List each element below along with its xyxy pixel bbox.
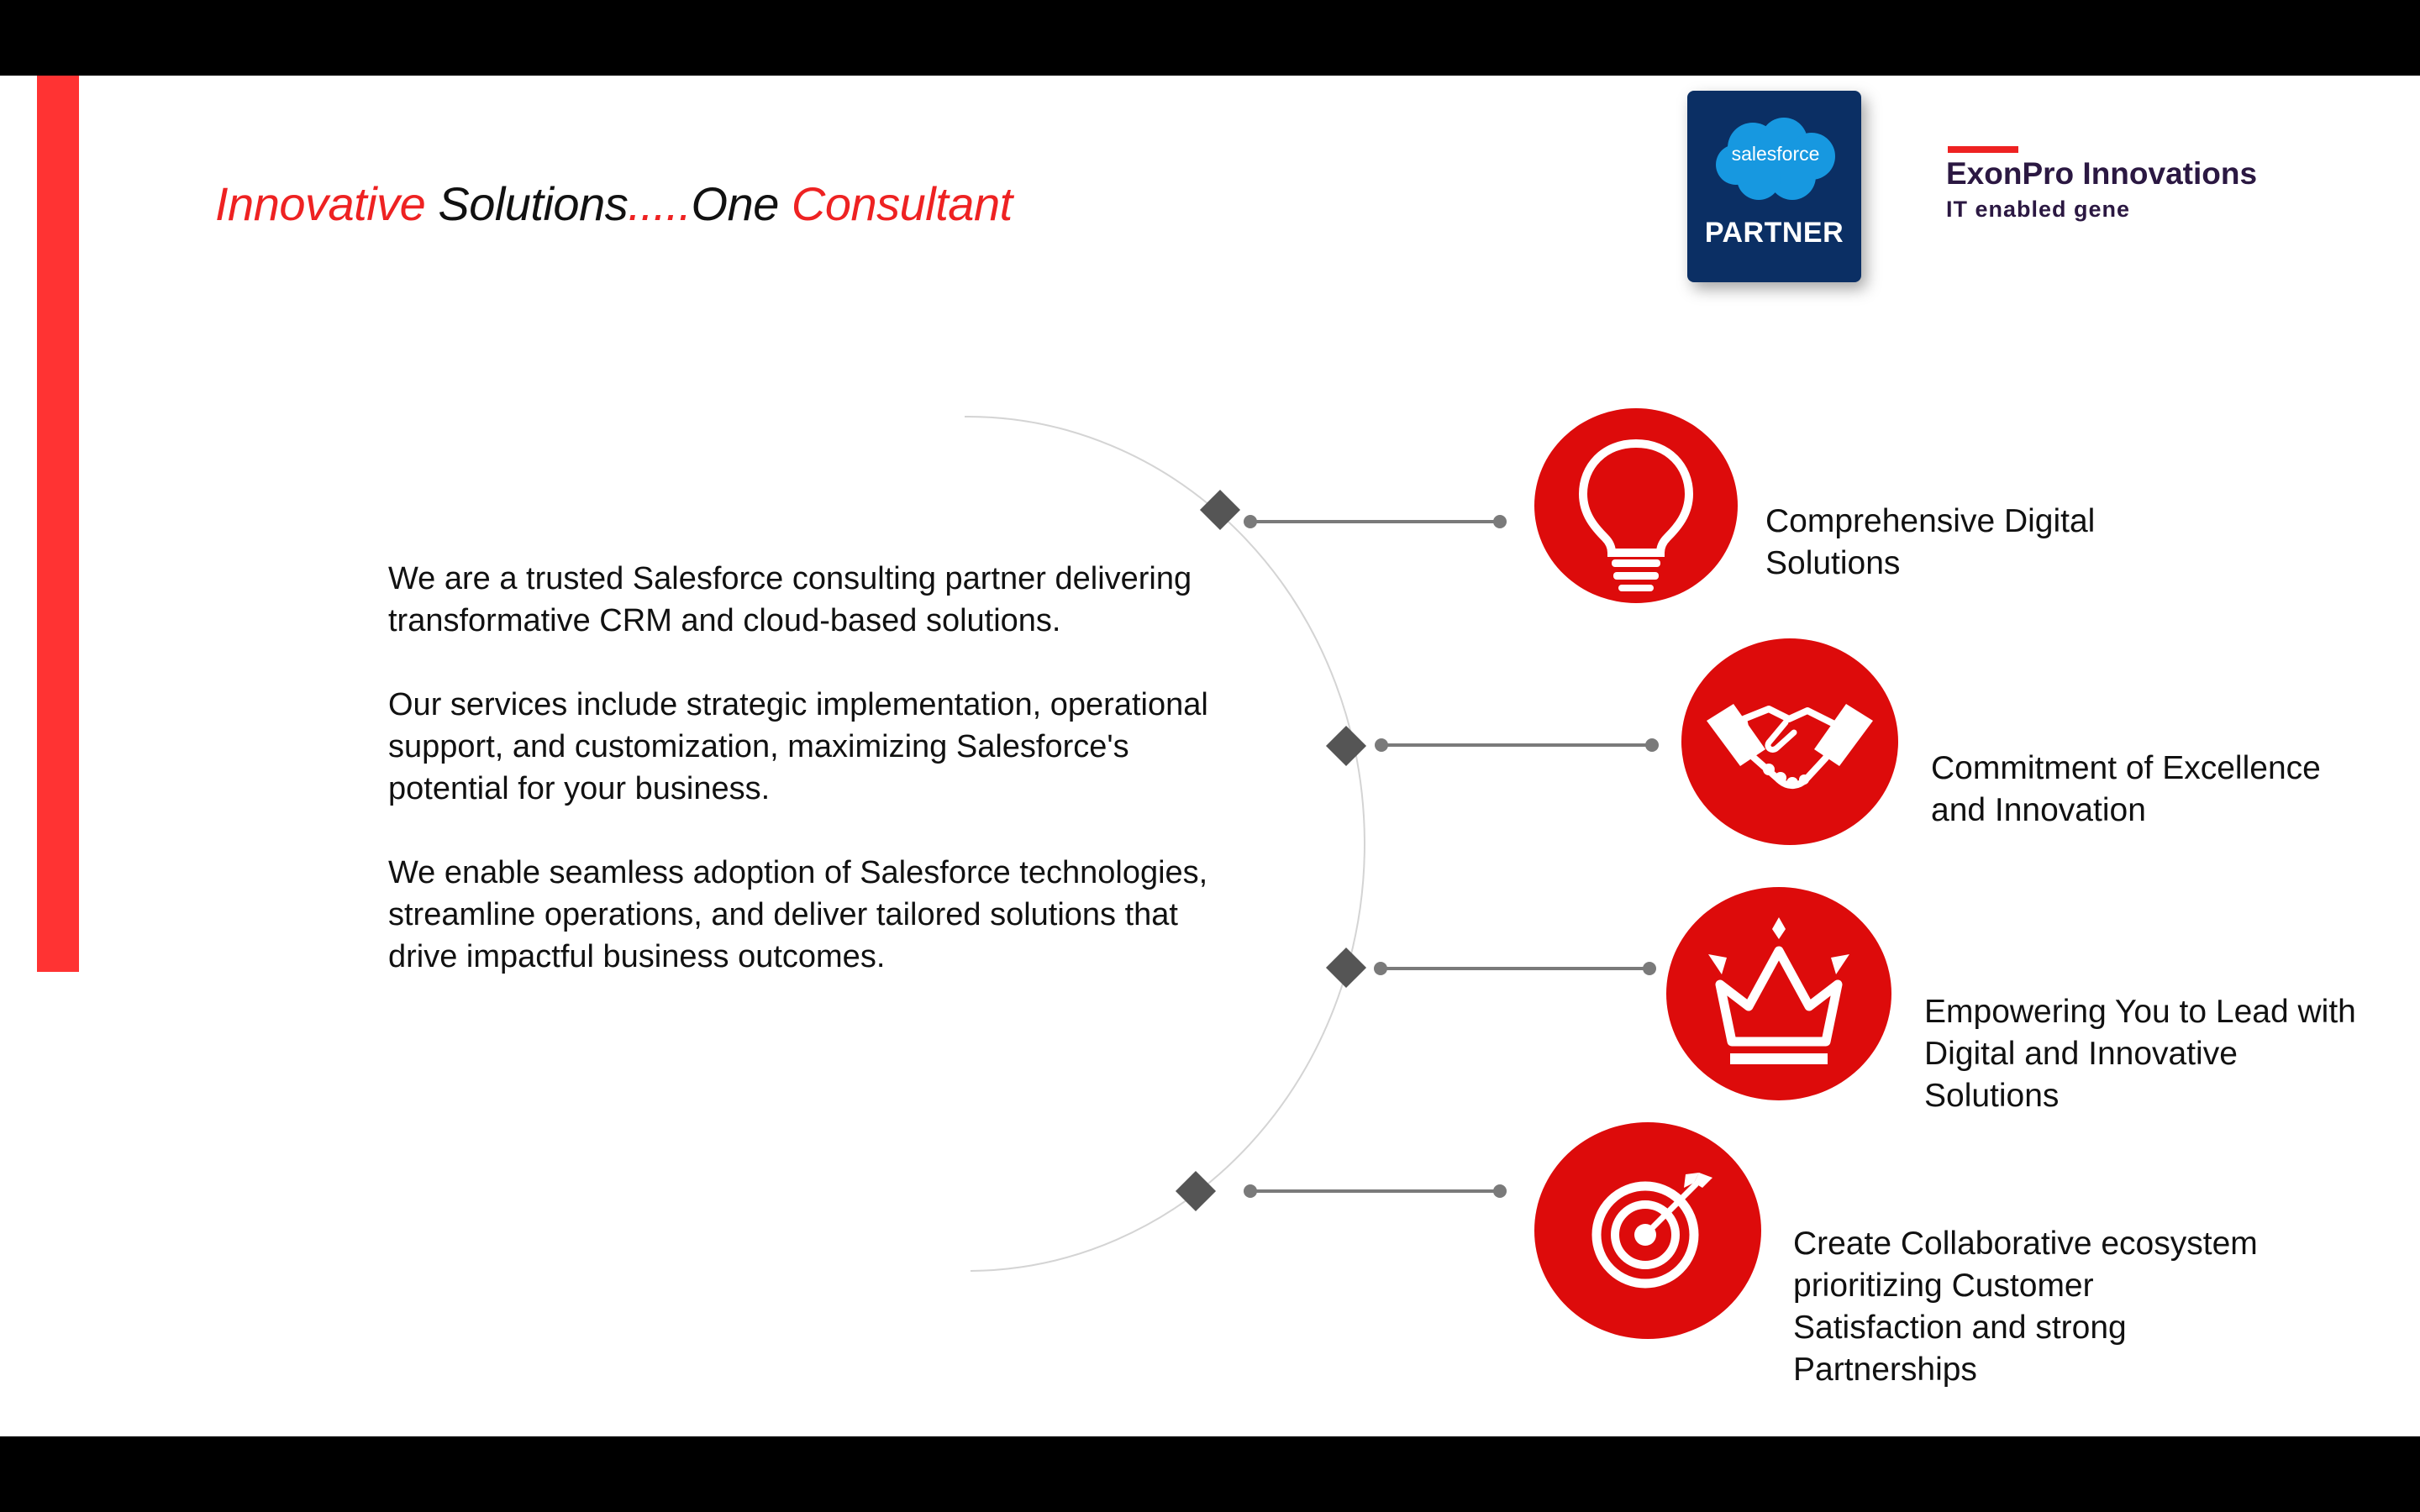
connector-4 [1176,1171,1507,1211]
feature-line: Solutions [1924,1078,2060,1114]
feature-line: Digital and Innovative [1924,1036,2238,1072]
title-part: One [691,177,792,230]
feature-circle-4 [1534,1122,1761,1339]
company-name: ExonPro Innovations [1946,156,2258,191]
title-part: Consultant [791,177,1013,230]
feature-text-2 [1931,748,2321,832]
slide [0,76,2420,1436]
target-icon [1534,1122,1761,1339]
feature-text-1 [1765,501,2095,585]
adoption-paragraph: We enable seamless adoption of Salesforce technologies, streamline operations, and deliver tailored solutions that drive impactful business outcomes. [388,855,1208,974]
handshake-icon [1681,638,1898,845]
connector-3 [1326,948,1656,988]
arc-curve [965,417,1365,1271]
feature-circle-3 [1666,887,1891,1100]
feature-line: and Innovation [1931,792,2146,828]
feature-text-4 [1793,1223,2258,1391]
services-paragraph: Our services include strategic implementation, operational support, and customization, maximizing Salesforce's potential for your business. [388,687,1208,806]
title-part: ..... [628,177,692,230]
feature-line: Comprehensive Digital [1765,503,2096,539]
connector-2 [1326,726,1659,766]
feature-line: Solutions [1765,545,1901,581]
feature-line: prioritizing Customer [1793,1268,2094,1304]
feature-line: Create Collaborative ecosystem [1793,1226,2258,1262]
feature-circle-2 [1681,638,1898,845]
feature-circle-1 [1534,408,1738,603]
salesforce-logo-text: salesforce [1731,143,1820,165]
feature-line: Empowering You to Lead with [1924,994,2356,1030]
lightbulb-icon [1534,408,1738,603]
connector-1 [1200,490,1507,530]
feature-line: Commitment of Excellence [1931,750,2321,786]
company-tagline: IT enabled gene [1946,197,2131,222]
intro-paragraph: We are a trusted Salesforce consulting partner delivering transformative CRM and cloud-based solutions. [388,561,1192,638]
crown-icon [1666,887,1891,1100]
feature-line: Partnerships [1793,1352,1977,1388]
feature-text-3 [1924,991,2356,1117]
partner-label: PARTNER [1704,217,1844,249]
title-part: Innovative [215,177,426,230]
title-part: Solutions [425,177,629,230]
feature-line: Satisfaction and strong [1793,1310,2127,1346]
